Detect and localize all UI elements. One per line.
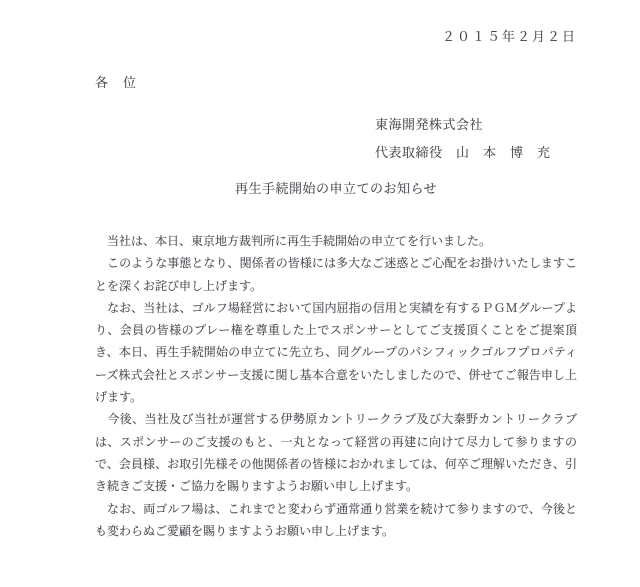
paragraph-business-continues: なお、両ゴルフ場は、これまでと変わらず通常通り営業を続けて参りますので、今後とも変わらぬご愛顧を賜りますようお願い申し上げます。 — [95, 501, 577, 538]
paragraph-sponsor-agreement: なお、当社は、ゴルフ場経営において国内屈指の信用と実績を有するＰＧＭグループより、会員の皆様のプレー権を尊重した上でスポンサーとしてご支援頂くことをご提案頂き、本日、再生手続開始の申立てに先立ち、同グループのパシフィックゴルフプロパティーズ株式会社とスポンサー支援に関し基本合意をいたしましたので、併せてご報告申し上げます。 — [95, 300, 577, 405]
paragraph-apology: このような事態となり、関係者の皆様には多大なご迷惑とご心配をお掛けいたしますことを深くお詫び申し上げます。 — [95, 256, 577, 293]
sender-representative-name: 代表取締役 山 本 博 充 — [375, 146, 551, 161]
recipient-salutation: 各 位 — [95, 76, 138, 91]
document-date: ２０１５年２月２日 — [441, 30, 577, 45]
letter-body — [95, 230, 577, 542]
paragraph-rebuilding-request: 今後、当社及び当社が運営する伊勢原カントリークラブ及び大秦野カントリークラブは、スポンサーのご支援のもと、一丸となって経営の再建に向けて尽力して参りますので、会員様、お取引先様その他関係者の皆様におかれましては、何卒ご理解いただき、引き続きご支援・ご協力を賜りますようお願い申し上げます。 — [95, 412, 577, 494]
document-title: 再生手続開始の申立てのお知らせ — [234, 182, 438, 197]
sender-block — [375, 112, 551, 168]
paragraph-filing-announcement: 当社は、本日、東京地方裁判所に再生手続開始の申立てを行いました。 — [95, 234, 492, 248]
sender-company-name: 東海開発株式会社 — [375, 118, 484, 133]
